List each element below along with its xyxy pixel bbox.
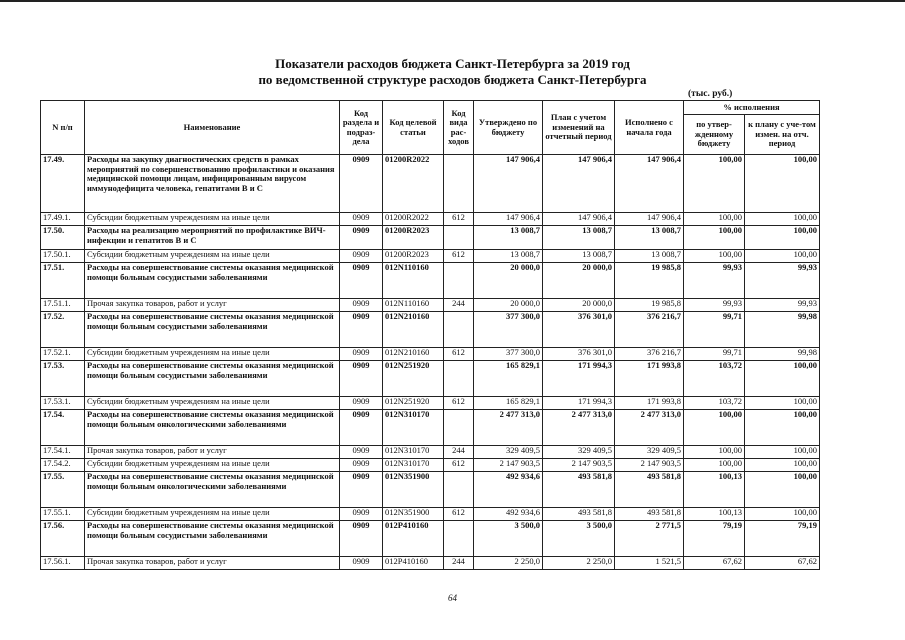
header-plan: План с учетом изменений на отчетный период xyxy=(543,101,615,155)
cell-executed: 493 581,8 xyxy=(615,508,684,521)
cell-num: 17.49.1. xyxy=(41,213,85,226)
cell-approved: 20 000,0 xyxy=(474,263,543,299)
cell-approved: 3 500,0 xyxy=(474,521,543,557)
cell-target: 012N310170 xyxy=(383,459,444,472)
cell-executed: 19 985,8 xyxy=(615,263,684,299)
cell-target: 012P410160 xyxy=(383,557,444,570)
cell-kind: 612 xyxy=(444,348,474,361)
cell-kind xyxy=(444,472,474,508)
cell-section: 0909 xyxy=(340,250,383,263)
cell-section: 0909 xyxy=(340,155,383,213)
cell-approved: 165 829,1 xyxy=(474,397,543,410)
table-row xyxy=(41,299,820,312)
cell-plan: 171 994,3 xyxy=(543,397,615,410)
page-subtitle: по ведомственной структуре расходов бюджета Санкт-Петербурга xyxy=(258,72,647,87)
cell-pct1: 100,00 xyxy=(684,459,745,472)
cell-plan: 171 994,3 xyxy=(543,361,615,397)
header-pct-group: % исполнения xyxy=(684,101,820,115)
cell-kind xyxy=(444,521,474,557)
cell-target: 01200R2022 xyxy=(383,155,444,213)
cell-executed: 13 008,7 xyxy=(615,226,684,250)
cell-executed: 13 008,7 xyxy=(615,250,684,263)
cell-pct1: 103,72 xyxy=(684,361,745,397)
cell-pct1: 100,00 xyxy=(684,410,745,446)
table-row xyxy=(41,508,820,521)
page-top-border xyxy=(0,0,905,2)
cell-target: 012N210160 xyxy=(383,312,444,348)
cell-kind xyxy=(444,155,474,213)
cell-executed: 19 985,8 xyxy=(615,299,684,312)
table-row xyxy=(41,410,820,446)
cell-name: Расходы на совершенствование системы оказания медицинской помощи больным онкологическими заболеваниями xyxy=(85,410,340,446)
cell-approved: 20 000,0 xyxy=(474,299,543,312)
cell-approved: 13 008,7 xyxy=(474,250,543,263)
cell-approved: 377 300,0 xyxy=(474,348,543,361)
cell-num: 17.54.2. xyxy=(41,459,85,472)
cell-pct2: 79,19 xyxy=(745,521,820,557)
cell-approved: 2 477 313,0 xyxy=(474,410,543,446)
cell-section: 0909 xyxy=(340,361,383,397)
cell-pct2: 67,62 xyxy=(745,557,820,570)
cell-target: 012N310170 xyxy=(383,446,444,459)
cell-pct2: 99,93 xyxy=(745,263,820,299)
cell-name: Субсидии бюджетным учреждениям на иные цели xyxy=(85,213,340,226)
cell-pct2: 100,00 xyxy=(745,472,820,508)
cell-plan: 2 147 903,5 xyxy=(543,459,615,472)
cell-target: 012N351900 xyxy=(383,508,444,521)
cell-pct1: 99,93 xyxy=(684,263,745,299)
cell-pct1: 100,00 xyxy=(684,446,745,459)
cell-plan: 2 250,0 xyxy=(543,557,615,570)
header-num: N п/п xyxy=(41,101,85,155)
cell-num: 17.55.1. xyxy=(41,508,85,521)
cell-kind: 244 xyxy=(444,446,474,459)
cell-pct2: 100,00 xyxy=(745,446,820,459)
table-row xyxy=(41,213,820,226)
cell-num: 17.56.1. xyxy=(41,557,85,570)
header-section: Код раздела и подраз-дела xyxy=(340,101,383,155)
cell-pct1: 99,71 xyxy=(684,312,745,348)
table-row xyxy=(41,397,820,410)
cell-kind: 244 xyxy=(444,557,474,570)
header-approved: Утверждено по бюджету xyxy=(474,101,543,155)
cell-plan: 20 000,0 xyxy=(543,263,615,299)
cell-approved: 13 008,7 xyxy=(474,226,543,250)
cell-num: 17.53. xyxy=(41,361,85,397)
cell-pct1: 100,00 xyxy=(684,250,745,263)
cell-pct1: 67,62 xyxy=(684,557,745,570)
cell-approved: 492 934,6 xyxy=(474,472,543,508)
cell-target: 012N110160 xyxy=(383,299,444,312)
cell-name: Расходы на совершенствование системы оказания медицинской помощи больным сосудистыми заболеваниями xyxy=(85,361,340,397)
cell-num: 17.52. xyxy=(41,312,85,348)
cell-kind xyxy=(444,226,474,250)
table-row xyxy=(41,312,820,348)
header-pct-approved: по утвер-жденному бюджету xyxy=(684,115,745,155)
cell-plan: 20 000,0 xyxy=(543,299,615,312)
cell-name: Субсидии бюджетным учреждениям на иные цели xyxy=(85,508,340,521)
cell-executed: 2 771,5 xyxy=(615,521,684,557)
table-row xyxy=(41,348,820,361)
cell-pct2: 100,00 xyxy=(745,508,820,521)
cell-approved: 492 934,6 xyxy=(474,508,543,521)
cell-executed: 147 906,4 xyxy=(615,213,684,226)
table-body xyxy=(41,155,820,570)
cell-plan: 2 477 313,0 xyxy=(543,410,615,446)
cell-plan: 493 581,8 xyxy=(543,472,615,508)
cell-target: 012N251920 xyxy=(383,361,444,397)
cell-name: Расходы на совершенствование системы оказания медицинской помощи больным сосудистыми заболеваниями xyxy=(85,521,340,557)
expenses-table xyxy=(40,100,820,570)
cell-section: 0909 xyxy=(340,446,383,459)
table-row xyxy=(41,472,820,508)
cell-executed: 147 906,4 xyxy=(615,155,684,213)
cell-section: 0909 xyxy=(340,557,383,570)
cell-pct2: 100,00 xyxy=(745,459,820,472)
cell-pct1: 79,19 xyxy=(684,521,745,557)
cell-executed: 493 581,8 xyxy=(615,472,684,508)
cell-num: 17.51. xyxy=(41,263,85,299)
cell-name: Расходы на совершенствование системы оказания медицинской помощи больным сосудистыми заболеваниями xyxy=(85,312,340,348)
cell-section: 0909 xyxy=(340,410,383,446)
cell-executed: 171 993,8 xyxy=(615,397,684,410)
cell-pct1: 99,93 xyxy=(684,299,745,312)
cell-kind xyxy=(444,361,474,397)
cell-executed: 2 147 903,5 xyxy=(615,459,684,472)
cell-target: 012N110160 xyxy=(383,263,444,299)
cell-kind xyxy=(444,312,474,348)
cell-executed: 376 216,7 xyxy=(615,312,684,348)
cell-name: Субсидии бюджетным учреждениям на иные цели xyxy=(85,348,340,361)
unit-label: (тыс. руб.) xyxy=(688,89,733,99)
cell-name: Расходы на совершенствование системы оказания медицинской помощи больным онкологическими заболеваниями xyxy=(85,472,340,508)
cell-target: 012N210160 xyxy=(383,348,444,361)
header-name: Наименование xyxy=(85,101,340,155)
table-row xyxy=(41,459,820,472)
cell-num: 17.50.1. xyxy=(41,250,85,263)
cell-num: 17.54. xyxy=(41,410,85,446)
page-title: Показатели расходов бюджета Санкт-Петербурга за 2019 год xyxy=(275,56,630,71)
cell-kind xyxy=(444,263,474,299)
cell-approved: 165 829,1 xyxy=(474,361,543,397)
cell-executed: 2 477 313,0 xyxy=(615,410,684,446)
cell-pct1: 100,13 xyxy=(684,508,745,521)
cell-approved: 329 409,5 xyxy=(474,446,543,459)
cell-section: 0909 xyxy=(340,459,383,472)
cell-name: Прочая закупка товаров, работ и услуг xyxy=(85,446,340,459)
cell-pct2: 100,00 xyxy=(745,155,820,213)
cell-num: 17.49. xyxy=(41,155,85,213)
cell-pct1: 99,71 xyxy=(684,348,745,361)
cell-plan: 147 906,4 xyxy=(543,213,615,226)
table-row xyxy=(41,250,820,263)
cell-num: 17.54.1. xyxy=(41,446,85,459)
cell-plan: 376 301,0 xyxy=(543,312,615,348)
header-target: Код целевой статьи xyxy=(383,101,444,155)
table-row xyxy=(41,361,820,397)
cell-name: Прочая закупка товаров, работ и услуг xyxy=(85,299,340,312)
header-pct-plan: к плану с уче-том измен. на отч. период xyxy=(745,115,820,155)
cell-pct2: 100,00 xyxy=(745,410,820,446)
cell-name: Расходы на совершенствование системы оказания медицинской помощи больным сосудистыми заболеваниями xyxy=(85,263,340,299)
cell-plan: 13 008,7 xyxy=(543,226,615,250)
cell-kind xyxy=(444,410,474,446)
cell-num: 17.55. xyxy=(41,472,85,508)
cell-approved: 2 250,0 xyxy=(474,557,543,570)
cell-plan: 493 581,8 xyxy=(543,508,615,521)
cell-pct2: 100,00 xyxy=(745,226,820,250)
cell-pct2: 99,98 xyxy=(745,348,820,361)
cell-target: 01200R2023 xyxy=(383,250,444,263)
cell-kind: 612 xyxy=(444,250,474,263)
table-row xyxy=(41,155,820,213)
cell-approved: 147 906,4 xyxy=(474,213,543,226)
cell-kind: 612 xyxy=(444,459,474,472)
cell-plan: 329 409,5 xyxy=(543,446,615,459)
table-row xyxy=(41,263,820,299)
cell-pct1: 100,00 xyxy=(684,155,745,213)
cell-approved: 147 906,4 xyxy=(474,155,543,213)
cell-pct2: 100,00 xyxy=(745,250,820,263)
page-number: 64 xyxy=(448,593,457,603)
cell-plan: 147 906,4 xyxy=(543,155,615,213)
cell-executed: 376 216,7 xyxy=(615,348,684,361)
cell-target: 012N310170 xyxy=(383,410,444,446)
cell-section: 0909 xyxy=(340,299,383,312)
table-row xyxy=(41,557,820,570)
cell-name: Субсидии бюджетным учреждениям на иные цели xyxy=(85,459,340,472)
cell-target: 01200R2023 xyxy=(383,226,444,250)
cell-target: 012N251920 xyxy=(383,397,444,410)
cell-pct2: 99,93 xyxy=(745,299,820,312)
cell-section: 0909 xyxy=(340,521,383,557)
cell-kind: 612 xyxy=(444,397,474,410)
cell-num: 17.52.1. xyxy=(41,348,85,361)
cell-executed: 329 409,5 xyxy=(615,446,684,459)
cell-num: 17.53.1. xyxy=(41,397,85,410)
cell-kind: 244 xyxy=(444,299,474,312)
cell-executed: 1 521,5 xyxy=(615,557,684,570)
cell-section: 0909 xyxy=(340,226,383,250)
cell-plan: 3 500,0 xyxy=(543,521,615,557)
cell-plan: 376 301,0 xyxy=(543,348,615,361)
cell-name: Субсидии бюджетным учреждениям на иные цели xyxy=(85,397,340,410)
cell-name: Прочая закупка товаров, работ и услуг xyxy=(85,557,340,570)
cell-name: Расходы на реализацию мероприятий по профилактике ВИЧ-инфекции и гепатитов В и С xyxy=(85,226,340,250)
cell-name: Субсидии бюджетным учреждениям на иные цели xyxy=(85,250,340,263)
cell-num: 17.56. xyxy=(41,521,85,557)
cell-num: 17.51.1. xyxy=(41,299,85,312)
cell-plan: 13 008,7 xyxy=(543,250,615,263)
cell-pct1: 103,72 xyxy=(684,397,745,410)
cell-section: 0909 xyxy=(340,348,383,361)
table-row xyxy=(41,226,820,250)
table-row xyxy=(41,446,820,459)
cell-approved: 377 300,0 xyxy=(474,312,543,348)
cell-section: 0909 xyxy=(340,472,383,508)
cell-pct1: 100,13 xyxy=(684,472,745,508)
cell-section: 0909 xyxy=(340,397,383,410)
cell-approved: 2 147 903,5 xyxy=(474,459,543,472)
cell-pct1: 100,00 xyxy=(684,213,745,226)
cell-target: 012P410160 xyxy=(383,521,444,557)
cell-pct2: 100,00 xyxy=(745,213,820,226)
cell-executed: 171 993,8 xyxy=(615,361,684,397)
cell-target: 01200R2022 xyxy=(383,213,444,226)
cell-section: 0909 xyxy=(340,508,383,521)
cell-pct2: 100,00 xyxy=(745,361,820,397)
cell-pct1: 100,00 xyxy=(684,226,745,250)
cell-kind: 612 xyxy=(444,508,474,521)
cell-pct2: 99,98 xyxy=(745,312,820,348)
header-kind: Код вида рас-ходов xyxy=(444,101,474,155)
cell-target: 012N351900 xyxy=(383,472,444,508)
cell-pct2: 100,00 xyxy=(745,397,820,410)
cell-name: Расходы на закупку диагностических средств в рамках мероприятий по совершенствованию профилактики и оказания медицинской помощи лицам, инфицированным вирусом иммунодефицита человека, гепатитами В и С xyxy=(85,155,340,213)
cell-section: 0909 xyxy=(340,263,383,299)
header-executed: Исполнено с начала года xyxy=(615,101,684,155)
cell-section: 0909 xyxy=(340,213,383,226)
cell-section: 0909 xyxy=(340,312,383,348)
cell-kind: 612 xyxy=(444,213,474,226)
cell-num: 17.50. xyxy=(41,226,85,250)
table-row xyxy=(41,521,820,557)
